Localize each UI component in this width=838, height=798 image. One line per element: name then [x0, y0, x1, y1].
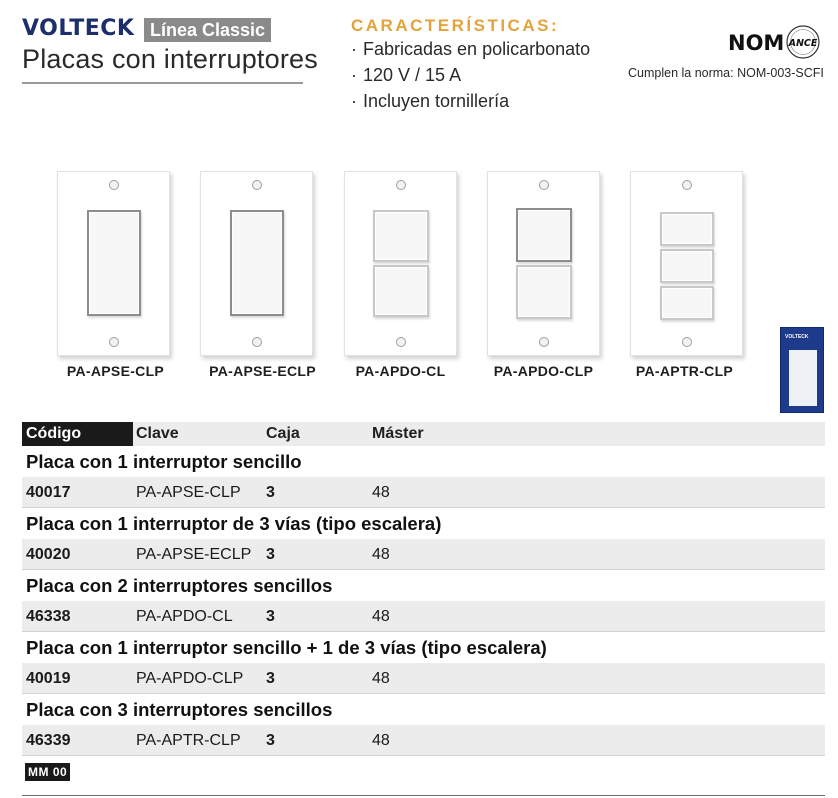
screw-icon: [396, 180, 406, 190]
product-label: PA-APTR-CLP: [635, 363, 734, 379]
rocker-switch: [660, 286, 714, 320]
feature-item: · 120 V / 15 A: [351, 65, 462, 85]
cell-caja: 3: [266, 670, 275, 687]
screw-icon: [109, 337, 119, 347]
cell-codigo: 40020: [26, 546, 71, 563]
line-badge: Línea Classic: [144, 18, 271, 42]
rocker-switch: [660, 249, 714, 283]
group-title: Placa con 1 interruptor de 3 vías (tipo escalera): [26, 513, 442, 534]
package-brand: VOLTECK: [785, 334, 809, 340]
cell-master: 48: [372, 484, 390, 501]
features-title: CARACTERÍSTICAS:: [351, 16, 560, 35]
product-image-apdo-cl: [344, 171, 457, 356]
product-label: PA-APSE-CLP: [66, 363, 165, 379]
feature-item: · Incluyen tornillería: [351, 91, 510, 111]
cell-clave: PA-APSE-CLP: [136, 484, 241, 501]
cell-master: 48: [372, 546, 390, 563]
features-list: [351, 36, 590, 114]
cell-clave: PA-APSE-ECLP: [136, 546, 252, 563]
cell-clave: PA-APDO-CLP: [136, 670, 244, 687]
cell-codigo: 46338: [26, 608, 71, 625]
table-row: [22, 477, 825, 508]
screw-icon: [252, 337, 262, 347]
table-row: [22, 601, 825, 632]
rocker-switch: [516, 208, 572, 262]
rocker-switch: [230, 210, 284, 316]
rocker-switch: [373, 265, 429, 317]
product-label: PA-APDO-CL: [355, 363, 446, 379]
ance-text: ANCE: [788, 38, 818, 49]
rocker-switch: [516, 265, 572, 319]
cell-master: 48: [372, 732, 390, 749]
feature-item: · Fabricadas en policarbonato: [351, 39, 591, 59]
product-image-apse-eclp: [200, 171, 313, 356]
product-label: PA-APSE-ECLP: [209, 363, 316, 379]
table-row: [22, 539, 825, 570]
cell-caja: 3: [266, 484, 275, 501]
norm-compliance-text: Cumplen la norma: NOM-003-SCFI: [628, 66, 824, 80]
screw-icon: [682, 337, 692, 347]
brand-logo: VOLTECK: [22, 16, 135, 41]
header-caja: Caja: [266, 425, 300, 442]
table-header: [22, 422, 825, 446]
rocker-switch: [660, 212, 714, 246]
product-label: PA-APDO-CLP: [493, 363, 594, 379]
product-table: [22, 422, 825, 756]
cell-caja: 3: [266, 732, 275, 749]
header-master: Máster: [372, 425, 424, 442]
screw-icon: [539, 337, 549, 347]
table-row: [22, 663, 825, 694]
page-title: Placas con interruptores: [22, 44, 318, 74]
group-title: Placa con 2 interruptores sencillos: [26, 575, 333, 596]
cell-caja: 3: [266, 546, 275, 563]
title-divider: [22, 82, 303, 84]
product-image-aptr-clp: [630, 171, 743, 356]
nom-text: NOM: [728, 31, 785, 55]
screw-icon: [252, 180, 262, 190]
product-package-image: [780, 327, 824, 413]
cell-codigo: 40017: [26, 484, 71, 501]
screw-icon: [396, 337, 406, 347]
nom-ance-logo: [728, 24, 822, 60]
cell-caja: 3: [266, 608, 275, 625]
rocker-switch: [87, 210, 141, 316]
group-title: Placa con 1 interruptor sencillo + 1 de 3 vías (tipo escalera): [26, 637, 547, 658]
group-title: Placa con 1 interruptor sencillo: [26, 451, 302, 472]
product-image-apdo-clp: [487, 171, 600, 356]
cell-codigo: 40019: [26, 670, 71, 687]
page-code-badge: MM 00: [25, 763, 70, 781]
group-title: Placa con 3 interruptores sencillos: [26, 699, 333, 720]
cell-codigo: 46339: [26, 732, 71, 749]
cell-master: 48: [372, 670, 390, 687]
cell-clave: PA-APTR-CLP: [136, 732, 241, 749]
package-window: [789, 350, 817, 406]
product-image-apse-clp: [57, 171, 170, 356]
screw-icon: [682, 180, 692, 190]
rocker-switch: [373, 210, 429, 262]
cell-clave: PA-APDO-CL: [136, 608, 233, 625]
cell-master: 48: [372, 608, 390, 625]
header-clave: Clave: [136, 425, 179, 442]
screw-icon: [109, 180, 119, 190]
bottom-divider: [22, 795, 825, 796]
header-codigo: Código: [22, 422, 133, 446]
table-row: [22, 725, 825, 756]
screw-icon: [539, 180, 549, 190]
